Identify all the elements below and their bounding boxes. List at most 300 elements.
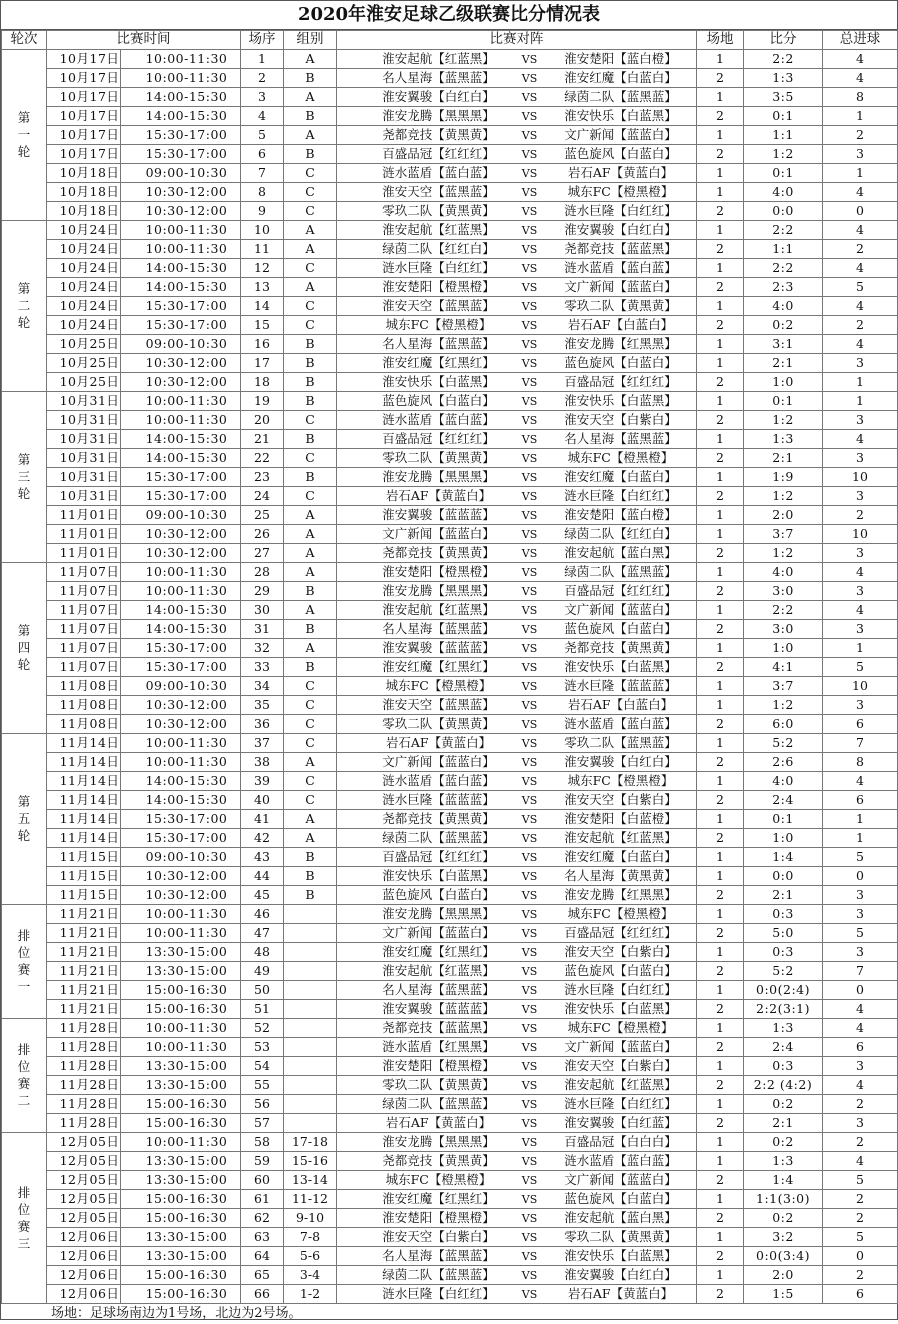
home-team: 涟水巨隆【蓝蓝蓝】 — [382, 791, 495, 807]
match-fixture — [337, 486, 697, 505]
match-score: 1:2 — [744, 410, 823, 429]
match-group: C — [284, 790, 337, 809]
match-score: 0:2 — [744, 1208, 823, 1227]
match-date: 10月17日 — [47, 87, 121, 106]
match-fixture — [337, 847, 697, 866]
round-label-char: 位 — [17, 1059, 31, 1075]
home-team: 淮安楚阳【橙黑橙】 — [382, 563, 495, 579]
match-fixture — [337, 961, 697, 980]
match-date: 12月06日 — [47, 1246, 121, 1265]
round-label-char: 一 — [17, 127, 31, 143]
match-date: 11月21日 — [47, 923, 121, 942]
match-fixture — [337, 1246, 697, 1265]
away-team: 百盛品冠【红红红】 — [564, 582, 677, 598]
match-group: C — [284, 315, 337, 334]
match-time: 13:30-15:00 — [121, 1075, 241, 1094]
vs-label: VS — [521, 1040, 538, 1054]
match-score: 0:1 — [744, 163, 823, 182]
match-total-goals: 3 — [823, 144, 898, 163]
match-date: 11月21日 — [47, 999, 121, 1018]
home-team: 岩石AF【黄蓝白】 — [385, 487, 492, 503]
match-field: 1 — [697, 771, 744, 790]
match-total-goals: 3 — [823, 1056, 898, 1075]
match-field: 1 — [697, 676, 744, 695]
table-row — [2, 372, 898, 391]
match-field: 1 — [697, 429, 744, 448]
match-fixture — [337, 543, 697, 562]
home-team: 淮安天空【白紫白】 — [382, 1228, 495, 1244]
match-number: 52 — [241, 1018, 284, 1037]
vs-label: VS — [521, 641, 538, 655]
match-total-goals: 1 — [823, 372, 898, 391]
match-number: 35 — [241, 695, 284, 714]
match-date: 10月31日 — [47, 486, 121, 505]
table-row — [2, 239, 898, 258]
match-number: 48 — [241, 942, 284, 961]
match-number: 32 — [241, 638, 284, 657]
match-number: 6 — [241, 144, 284, 163]
match-field: 2 — [697, 144, 744, 163]
table-row — [2, 182, 898, 201]
away-team: 蓝色旋风【白蓝白】 — [564, 1190, 677, 1206]
match-date: 11月08日 — [47, 695, 121, 714]
home-team: 绿茵二队【红红白】 — [382, 240, 495, 256]
match-total-goals: 3 — [823, 486, 898, 505]
match-total-goals: 4 — [823, 600, 898, 619]
match-time: 10:00-11:30 — [121, 49, 241, 68]
match-group: C — [284, 258, 337, 277]
away-team: 蓝色旋风【白蓝白】 — [564, 962, 677, 978]
match-date: 10月31日 — [47, 448, 121, 467]
match-date: 11月21日 — [47, 980, 121, 999]
home-team: 淮安楚阳【橙黑橙】 — [382, 1057, 495, 1073]
match-number: 37 — [241, 733, 284, 752]
match-group: A — [284, 505, 337, 524]
match-fixture — [337, 695, 697, 714]
match-date: 11月08日 — [47, 676, 121, 695]
match-group: B — [284, 372, 337, 391]
match-date: 12月05日 — [47, 1189, 121, 1208]
away-team: 城东FC【橙黑橙】 — [567, 183, 674, 199]
match-field: 1 — [697, 1265, 744, 1284]
home-team: 淮安红魔【红黑红】 — [382, 658, 495, 674]
header-group: 组别 — [284, 31, 337, 50]
match-total-goals: 10 — [823, 676, 898, 695]
match-fixture — [337, 220, 697, 239]
match-group — [284, 1113, 337, 1132]
match-number: 28 — [241, 562, 284, 581]
match-total-goals: 0 — [823, 201, 898, 220]
match-time: 10:30-12:00 — [121, 714, 241, 733]
match-time: 10:00-11:30 — [121, 1018, 241, 1037]
table-row — [2, 600, 898, 619]
match-date: 11月15日 — [47, 885, 121, 904]
match-fixture — [337, 752, 697, 771]
home-team: 淮安楚阳【橙黑橙】 — [382, 1209, 495, 1225]
match-number: 40 — [241, 790, 284, 809]
match-fixture — [337, 1265, 697, 1284]
match-group: B — [284, 581, 337, 600]
match-field: 1 — [697, 391, 744, 410]
match-time: 15:30-17:00 — [121, 296, 241, 315]
vs-label: VS — [521, 1211, 538, 1225]
match-date: 10月17日 — [47, 106, 121, 125]
match-group: A — [284, 828, 337, 847]
match-field: 2 — [697, 1208, 744, 1227]
home-team: 城东FC【橙黑橙】 — [385, 677, 492, 693]
match-date: 10月25日 — [47, 372, 121, 391]
match-time: 10:00-11:30 — [121, 562, 241, 581]
match-fixture — [337, 923, 697, 942]
table-row — [2, 771, 898, 790]
round-label-char: 二 — [17, 1093, 31, 1109]
table-row — [2, 1189, 898, 1208]
match-number: 27 — [241, 543, 284, 562]
match-fixture — [337, 163, 697, 182]
home-team: 涟水蓝盾【红黑黑】 — [382, 1038, 495, 1054]
match-fixture — [337, 315, 697, 334]
match-date: 10月17日 — [47, 125, 121, 144]
match-fixture — [337, 467, 697, 486]
round-label-cell — [2, 1132, 47, 1303]
match-fixture — [337, 448, 697, 467]
match-date: 12月06日 — [47, 1227, 121, 1246]
table-row — [2, 1246, 898, 1265]
match-date: 11月07日 — [47, 562, 121, 581]
match-time: 10:00-11:30 — [121, 1132, 241, 1151]
match-score: 2:2 — [744, 49, 823, 68]
home-team: 零玖二队【黄黑黄】 — [382, 449, 495, 465]
match-total-goals: 4 — [823, 220, 898, 239]
home-team: 淮安龙腾【黑黑黑】 — [382, 905, 495, 921]
away-team: 零玖二队【黄黑黄】 — [564, 1228, 677, 1244]
match-date: 10月24日 — [47, 220, 121, 239]
table-row — [2, 486, 898, 505]
match-group: B — [284, 429, 337, 448]
vs-label: VS — [521, 1249, 538, 1263]
table-row — [2, 505, 898, 524]
match-score: 1:3 — [744, 429, 823, 448]
match-score: 3:5 — [744, 87, 823, 106]
table-row — [2, 448, 898, 467]
home-team: 绿茵二队【蓝黑蓝】 — [382, 1095, 495, 1111]
match-group: 1-2 — [284, 1284, 337, 1303]
match-group: B — [284, 353, 337, 372]
match-date: 10月25日 — [47, 334, 121, 353]
match-fixture — [337, 828, 697, 847]
match-date: 11月28日 — [47, 1113, 121, 1132]
match-group — [284, 999, 337, 1018]
match-time: 14:00-15:30 — [121, 429, 241, 448]
match-date: 10月25日 — [47, 353, 121, 372]
table-row — [2, 315, 898, 334]
match-group — [284, 1037, 337, 1056]
match-number: 36 — [241, 714, 284, 733]
away-team: 涟水巨隆【白红红】 — [564, 981, 677, 997]
away-team: 淮安天空【白紫白】 — [564, 411, 677, 427]
match-total-goals: 3 — [823, 885, 898, 904]
match-time: 10:30-12:00 — [121, 201, 241, 220]
match-time: 15:00-16:30 — [121, 1189, 241, 1208]
home-team: 淮安龙腾【黑黑黑】 — [382, 468, 495, 484]
round-label-char: 赛 — [17, 1218, 31, 1234]
away-team: 涟水蓝盾【蓝白蓝】 — [564, 1152, 677, 1168]
match-fixture — [337, 619, 697, 638]
match-group: 15-16 — [284, 1151, 337, 1170]
home-team: 淮安红魔【红黑红】 — [382, 943, 495, 959]
away-team: 零玖二队【黄黑黄】 — [564, 297, 677, 313]
match-score: 1:1 — [744, 239, 823, 258]
vs-label: VS — [521, 147, 538, 161]
match-group: B — [284, 106, 337, 125]
vs-label: VS — [521, 831, 538, 845]
vs-label: VS — [521, 1192, 538, 1206]
match-field: 1 — [697, 1227, 744, 1246]
match-field: 2 — [697, 1037, 744, 1056]
match-score: 1:0 — [744, 638, 823, 657]
round-label-char: 轮 — [17, 144, 31, 160]
away-team: 淮安快乐【白蓝黑】 — [564, 107, 677, 123]
home-team: 蓝色旋风【白蓝白】 — [382, 392, 495, 408]
match-number: 65 — [241, 1265, 284, 1284]
match-group: A — [284, 562, 337, 581]
match-number: 34 — [241, 676, 284, 695]
match-date: 11月15日 — [47, 866, 121, 885]
table-row — [2, 410, 898, 429]
round-label-char: 一 — [17, 979, 31, 995]
home-team: 淮安龙腾【黑黑黑】 — [382, 107, 495, 123]
match-total-goals: 2 — [823, 1132, 898, 1151]
vs-label: VS — [521, 470, 538, 484]
match-number: 3 — [241, 87, 284, 106]
match-group: C — [284, 410, 337, 429]
match-number: 18 — [241, 372, 284, 391]
match-fixture — [337, 942, 697, 961]
table-row — [2, 619, 898, 638]
vs-label: VS — [521, 755, 538, 769]
match-number: 64 — [241, 1246, 284, 1265]
home-team: 岩石AF【黄蓝白】 — [385, 1114, 492, 1130]
round-label-cell — [2, 220, 47, 391]
match-field: 1 — [697, 695, 744, 714]
match-score: 1:0 — [744, 828, 823, 847]
match-number: 39 — [241, 771, 284, 790]
table-row — [2, 106, 898, 125]
table-row — [2, 1170, 898, 1189]
match-group — [284, 942, 337, 961]
match-field: 2 — [697, 752, 744, 771]
table-row — [2, 638, 898, 657]
match-total-goals: 4 — [823, 1018, 898, 1037]
vs-label: VS — [521, 223, 538, 237]
home-team: 淮安楚阳【橙黑橙】 — [382, 278, 495, 294]
round-label-cell — [2, 733, 47, 904]
match-number: 45 — [241, 885, 284, 904]
match-number: 51 — [241, 999, 284, 1018]
away-team: 淮安楚阳【蓝白橙】 — [564, 506, 677, 522]
match-number: 30 — [241, 600, 284, 619]
round-label-char: 排 — [17, 1042, 31, 1058]
table-row — [2, 1227, 898, 1246]
match-time: 10:00-11:30 — [121, 923, 241, 942]
match-group: A — [284, 220, 337, 239]
home-team: 零玖二队【黄黑黄】 — [382, 202, 495, 218]
match-time: 15:00-16:30 — [121, 1265, 241, 1284]
away-team: 岩石AF【黄蓝白】 — [567, 1285, 674, 1301]
match-number: 9 — [241, 201, 284, 220]
match-date: 10月18日 — [47, 201, 121, 220]
away-team: 蓝色旋风【白蓝白】 — [564, 145, 677, 161]
away-team: 名人星海【黄黑黄】 — [564, 867, 677, 883]
away-team: 绿茵二队【红红白】 — [564, 525, 677, 541]
match-date: 10月24日 — [47, 239, 121, 258]
match-date: 10月17日 — [47, 144, 121, 163]
away-team: 淮安楚阳【蓝白橙】 — [564, 50, 677, 66]
match-group: 9-10 — [284, 1208, 337, 1227]
match-number: 49 — [241, 961, 284, 980]
match-group: A — [284, 87, 337, 106]
match-score: 1:2 — [744, 486, 823, 505]
vs-label: VS — [521, 698, 538, 712]
match-date: 12月06日 — [47, 1284, 121, 1303]
match-group: C — [284, 296, 337, 315]
match-fixture — [337, 524, 697, 543]
match-fixture — [337, 353, 697, 372]
match-field: 1 — [697, 353, 744, 372]
round-label-char: 二 — [17, 298, 31, 314]
vs-label: VS — [521, 983, 538, 997]
match-time: 14:00-15:30 — [121, 87, 241, 106]
match-fixture — [337, 125, 697, 144]
match-number: 16 — [241, 334, 284, 353]
away-team: 淮安天空【白紫白】 — [564, 791, 677, 807]
match-total-goals: 3 — [823, 410, 898, 429]
round-label-char: 赛 — [17, 1076, 31, 1092]
match-number: 24 — [241, 486, 284, 505]
match-score: 4:0 — [744, 562, 823, 581]
match-fixture — [337, 106, 697, 125]
match-score: 1:3 — [744, 1151, 823, 1170]
match-total-goals: 7 — [823, 733, 898, 752]
match-total-goals: 8 — [823, 87, 898, 106]
match-group: 13-14 — [284, 1170, 337, 1189]
away-team: 百盛品冠【红红红】 — [564, 924, 677, 940]
table-row — [2, 790, 898, 809]
match-field: 2 — [697, 885, 744, 904]
match-score: 2:1 — [744, 448, 823, 467]
match-field: 2 — [697, 410, 744, 429]
match-score: 5:2 — [744, 961, 823, 980]
vs-label: VS — [521, 394, 538, 408]
match-score: 0:3 — [744, 904, 823, 923]
match-date: 10月24日 — [47, 258, 121, 277]
vs-label: VS — [521, 603, 538, 617]
match-fixture — [337, 372, 697, 391]
vs-label: VS — [521, 128, 538, 142]
match-date: 10月18日 — [47, 182, 121, 201]
match-score: 2:4 — [744, 1037, 823, 1056]
home-team: 淮安快乐【白蓝黑】 — [382, 867, 495, 883]
match-field: 1 — [697, 296, 744, 315]
home-team: 名人星海【蓝黑蓝】 — [382, 335, 495, 351]
home-team: 尧都竞技【黄黑黄】 — [382, 810, 495, 826]
match-field: 1 — [697, 1189, 744, 1208]
match-total-goals: 3 — [823, 581, 898, 600]
match-fixture — [337, 904, 697, 923]
away-team: 蓝色旋风【白蓝白】 — [564, 354, 677, 370]
home-team: 名人星海【蓝黑蓝】 — [382, 620, 495, 636]
match-date: 10月24日 — [47, 277, 121, 296]
match-date: 11月07日 — [47, 638, 121, 657]
header-fixture: 比赛对阵 — [337, 31, 697, 50]
match-time: 15:00-16:30 — [121, 980, 241, 999]
away-team: 文广新闻【蓝蓝白】 — [564, 278, 677, 294]
match-field: 1 — [697, 163, 744, 182]
home-team: 淮安起航【红蓝黑】 — [382, 50, 495, 66]
table-row — [2, 695, 898, 714]
match-number: 41 — [241, 809, 284, 828]
match-date: 11月14日 — [47, 828, 121, 847]
vs-label: VS — [521, 660, 538, 674]
home-team: 绿茵二队【蓝黑蓝】 — [382, 1266, 495, 1282]
match-group — [284, 1094, 337, 1113]
match-score: 2:2 (4:2) — [744, 1075, 823, 1094]
match-score: 1:1(3:0) — [744, 1189, 823, 1208]
match-time: 14:00-15:30 — [121, 619, 241, 638]
match-fixture — [337, 1094, 697, 1113]
match-number: 17 — [241, 353, 284, 372]
away-team: 淮安楚阳【白蓝橙】 — [564, 810, 677, 826]
match-number: 60 — [241, 1170, 284, 1189]
away-team: 文广新闻【蓝蓝白】 — [564, 601, 677, 617]
match-field: 1 — [697, 524, 744, 543]
home-team: 淮安翼骏【白红白】 — [382, 88, 495, 104]
away-team: 淮安快乐【白蓝黑】 — [564, 392, 677, 408]
vs-label: VS — [521, 1097, 538, 1111]
match-number: 55 — [241, 1075, 284, 1094]
header-total-goals: 总进球 — [823, 31, 898, 50]
match-score: 4:1 — [744, 657, 823, 676]
match-fixture — [337, 296, 697, 315]
match-date: 10月31日 — [47, 429, 121, 448]
match-time: 14:00-15:30 — [121, 258, 241, 277]
match-total-goals: 2 — [823, 1208, 898, 1227]
match-field: 1 — [697, 182, 744, 201]
match-fixture — [337, 676, 697, 695]
match-date: 10月17日 — [47, 49, 121, 68]
vs-label: VS — [521, 964, 538, 978]
vs-label: VS — [521, 945, 538, 959]
match-date: 12月05日 — [47, 1170, 121, 1189]
match-total-goals: 4 — [823, 771, 898, 790]
vs-label: VS — [521, 812, 538, 826]
home-team: 淮安起航【红蓝黑】 — [382, 962, 495, 978]
match-total-goals: 3 — [823, 448, 898, 467]
header-match-time: 比赛时间 — [47, 31, 241, 50]
match-total-goals: 5 — [823, 1227, 898, 1246]
match-number: 59 — [241, 1151, 284, 1170]
round-label-char: 第 — [17, 452, 31, 468]
vs-label: VS — [521, 90, 538, 104]
match-group: B — [284, 144, 337, 163]
match-group: A — [284, 277, 337, 296]
match-number: 22 — [241, 448, 284, 467]
away-team: 涟水巨隆【白红红】 — [564, 487, 677, 503]
match-fixture — [337, 1284, 697, 1303]
vs-label: VS — [521, 584, 538, 598]
home-team: 百盛品冠【红红红】 — [382, 145, 495, 161]
home-team: 尧都竞技【黄黑黄】 — [382, 1152, 495, 1168]
